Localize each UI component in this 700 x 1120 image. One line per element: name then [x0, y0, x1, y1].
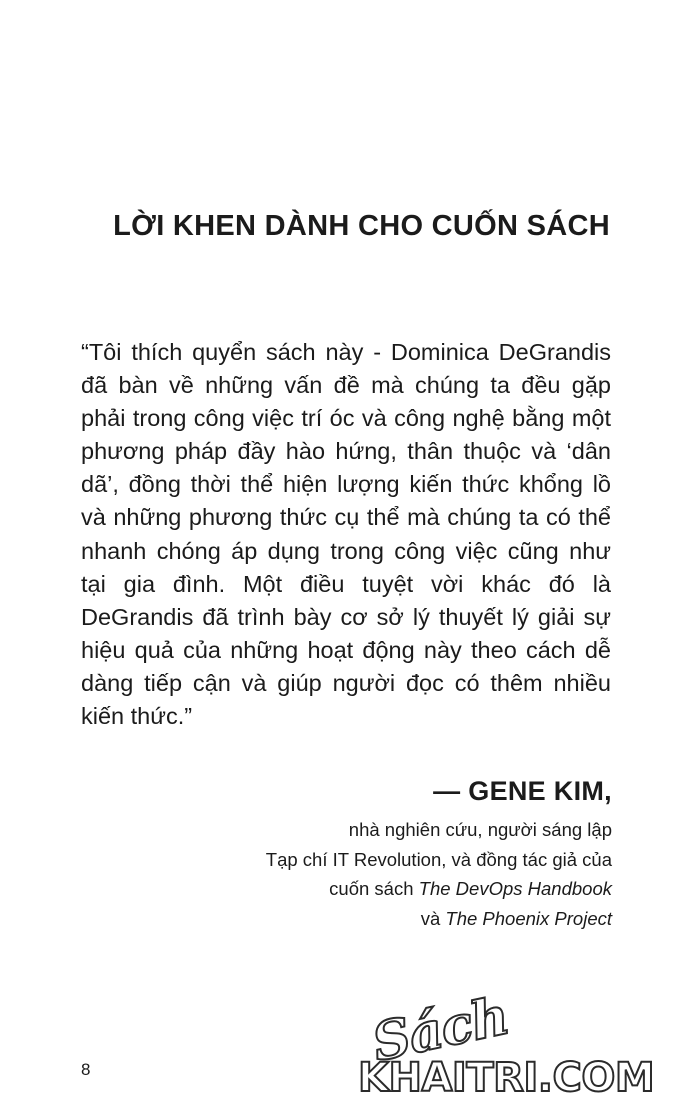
book-credit-1-prefix: cuốn sách: [329, 878, 419, 899]
quote-attribution: [266, 776, 612, 933]
watermark-name: KHAITRI.COM: [358, 1055, 655, 1101]
page-number: 8: [81, 1060, 91, 1079]
book-title-phoenix-project: The Phoenix Project: [445, 907, 612, 929]
page-title: LỜI KHEN DÀNH CHO CUỐN SÁCH: [113, 210, 610, 242]
book-title-devops-handbook: The DevOps Handbook: [418, 878, 612, 899]
praise-quote: “Tôi thích quyển sách này - Dominica DeGrandis đã bàn về những vấn đề mà chúng ta đều gặp phải trong công việc trí óc và công nghệ bằng một phương pháp đầy hào hứng, thân thuộc và ‘dân dã’, đồng thời thể hiện lượng kiến thức khổng lồ và những phương thức cụ thể mà chúng ta có thể nhanh chóng áp dụng trong công việc cũng như tại gia đình. Một điều tuyệt vời khác đó là DeGrandis đã trình bày cơ sở lý thuyết lý giải sự hiệu quả của những hoạt động này theo cách dễ dàng tiếp cận và giúp người đọc có thêm nhiều kiến thức.”: [81, 339, 611, 730]
watermark-script: Sách: [367, 985, 514, 1074]
author-name: — GENE KIM,: [433, 776, 612, 806]
author-role: nhà nghiên cứu, người sáng lập: [348, 819, 612, 840]
book-credit-2-prefix: và: [420, 907, 446, 929]
watermark-logo: [352, 985, 692, 1115]
book-credit-2: [266, 904, 612, 934]
book-credit-1: [266, 874, 612, 904]
author-organization: Tạp chí IT Revolution, và đồng tác giả của: [265, 848, 612, 870]
